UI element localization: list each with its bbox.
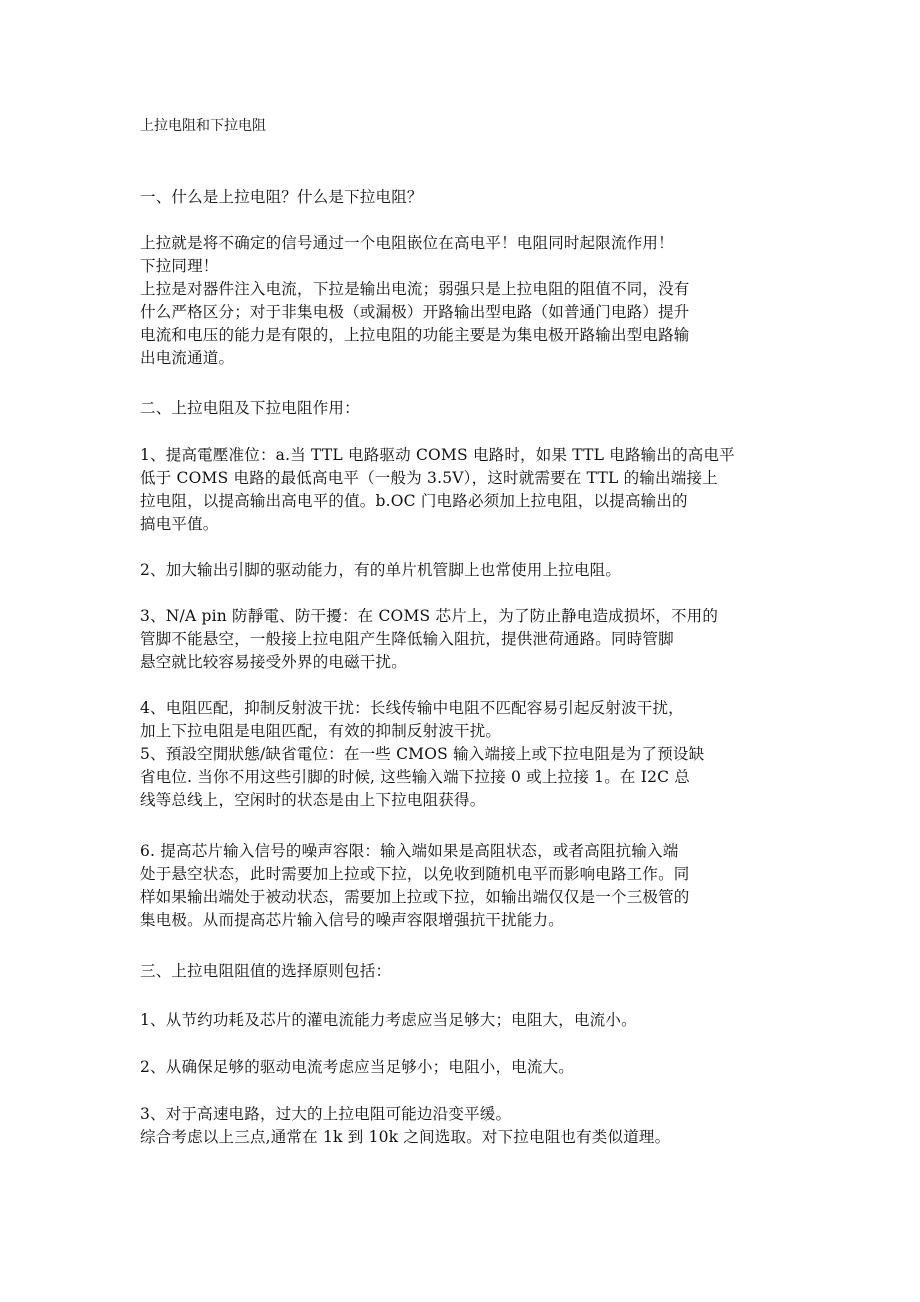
document-title: 上拉电阻和下拉电阻	[140, 118, 266, 134]
text-line: 上拉就是将不确定的信号通过一个电阻嵌位在高电平！电阻同时起限流作用！	[140, 234, 674, 252]
text-line: 搞电平值。	[140, 515, 219, 533]
text-line: 样如果输出端处于被动状态，需要加上拉或下拉，如输出端仅仅是一个三极管的	[140, 888, 690, 906]
text-line: 2、从确保足够的驱动电流考虑应当足够小；电阻小，电流大。	[140, 1058, 574, 1076]
text-line: 上拉是对器件注入电流，下拉是输出电流；弱强只是上拉电阻的阻值不同，没有	[140, 280, 690, 298]
text-line: 电流和电压的能力是有限的，上拉电阻的功能主要是为集电极开路输出型电路输	[140, 326, 690, 344]
text-line: 6. 提高芯片输入信号的噪声容限：输入端如果是高阻状态，或者高阻抗输入端	[140, 842, 679, 860]
text-line: 1、从节约功耗及芯片的灌电流能力考虑应当足够大；电阻大，电流小。	[140, 1011, 637, 1029]
text-line: 集电极。从而提高芯片输入信号的噪声容限增强抗干扰能力。	[140, 911, 564, 929]
text-line: 下拉同理！	[140, 257, 219, 275]
text-line: 3、对于高速电路，过大的上拉电阻可能边沿变平缓。	[140, 1105, 512, 1123]
text-line: 低于 COMS 电路的最低高电平（一般为 3.5V），这时就需要在 TTL 的输出端接上	[140, 469, 718, 487]
text-line: 什么严格区分；对于非集电极（或漏极）开路输出型电路（如普通门电路）提升	[140, 303, 690, 321]
text-line: 加上下拉电阻是电阻匹配，有效的抑制反射波干扰。	[140, 722, 502, 740]
section-heading-3: 三、上拉电阻阻值的选择原则包括：	[140, 962, 392, 980]
section-heading-1: 一、什么是上拉电阻？什么是下拉电阻？	[140, 188, 423, 206]
text-line: 省电位. 当你不用这些引脚的时候, 这些输入端下拉接 0 或上拉接 1。在 I2C 总	[140, 768, 691, 786]
section-heading-2: 二、上拉电阻及下拉电阻作用：	[140, 399, 360, 417]
text-line: 线等总线上，空闲时的状态是由上下拉电阻获得。	[140, 791, 486, 809]
text-line: 出电流通道。	[140, 349, 235, 367]
text-line: 2、加大输出引脚的驱动能力，有的单片机管脚上也常使用上拉电阻。	[140, 561, 622, 579]
text-line: 3、N/A pin 防靜電、防干擾：在 COMS 芯片上，为了防止静电造成损坏，不用的	[140, 607, 719, 625]
text-line: 综合考虑以上三点,通常在 1k 到 10k 之间选取。对下拉电阻也有类似道理。	[140, 1128, 671, 1146]
text-line: 悬空就比较容易接受外界的电磁干扰。	[140, 653, 407, 671]
text-line: 4、电阻匹配，抑制反射波干扰：长线传输中电阻不匹配容易引起反射波干扰，	[140, 699, 684, 717]
text-line: 5、預設空閒狀態/缺省電位：在一些 CMOS 输入端接上或下拉电阻是为了预设缺	[140, 745, 705, 763]
text-line: 管脚不能悬空，一般接上拉电阻产生降低输入阻抗，提供泄荷通路。同時管脚	[140, 630, 674, 648]
text-line: 拉电阻，以提高输出高电平的值。b.OC 门电路必须加上拉电阻，以提高输出的	[140, 492, 688, 510]
text-line: 1、提高電壓准位：a.当 TTL 电路驱动 COMS 电路时，如果 TTL 电路输出的高电平	[140, 446, 735, 464]
text-line: 处于悬空状态，此时需要加上拉或下拉，以免收到随机电平而影响电路工作。同	[140, 865, 690, 883]
